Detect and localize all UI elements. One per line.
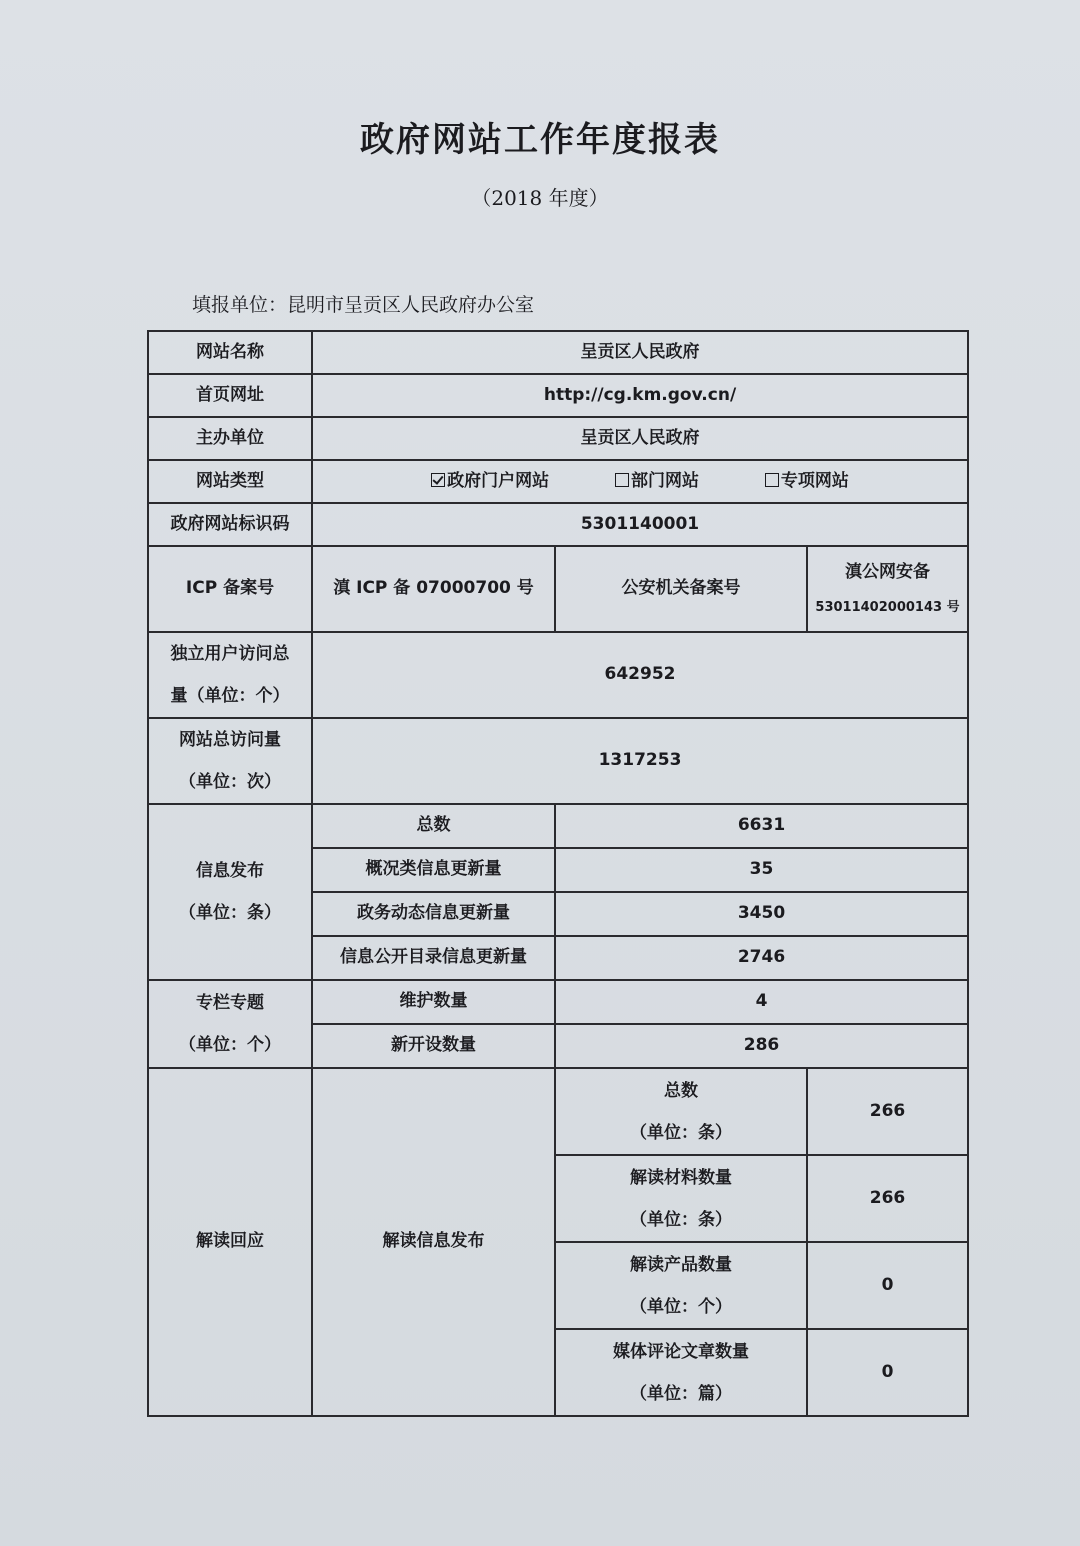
pv-label: 网站总访问量 （单位：次）	[148, 718, 312, 804]
page-subtitle: （2018 年度）	[471, 186, 609, 210]
row-page-views	[148, 718, 968, 804]
site-id-label: 政府网站标识码	[148, 503, 312, 546]
interpretation-label: 解读回应	[148, 1068, 312, 1416]
row-interp-total	[148, 1068, 968, 1155]
row-homepage	[148, 374, 968, 417]
interp-item-value: 266	[807, 1068, 968, 1155]
info-item-label: 政务动态信息更新量	[312, 892, 555, 936]
info-item-value: 35	[555, 848, 968, 892]
icp-label: ICP 备案号	[148, 546, 312, 632]
info-item-value: 2746	[555, 936, 968, 980]
icp-value: 滇 ICP 备 07000700 号	[312, 546, 555, 632]
interp-item-value: 0	[807, 1242, 968, 1329]
interpretation-sub-label: 解读信息发布	[312, 1068, 555, 1416]
page-title: 政府网站工作年度报表	[360, 120, 720, 160]
row-unique-visitors	[148, 632, 968, 718]
info-item-label: 概况类信息更新量	[312, 848, 555, 892]
uv-label: 独立用户访问总 量（单位：个）	[148, 632, 312, 718]
site-type-option-special[interactable]: 专项网站	[765, 471, 849, 492]
interp-item-label: 解读材料数量 （单位：条）	[555, 1155, 807, 1242]
columns-item-label: 维护数量	[312, 980, 555, 1024]
row-sponsor	[148, 417, 968, 460]
homepage-label: 首页网址	[148, 374, 312, 417]
info-item-value: 3450	[555, 892, 968, 936]
columns-item-value: 286	[555, 1024, 968, 1068]
interp-item-label: 解读产品数量 （单位：个）	[555, 1242, 807, 1329]
pv-value: 1317253	[312, 718, 968, 804]
info-item-label: 信息公开目录信息更新量	[312, 936, 555, 980]
row-site-name	[148, 331, 968, 374]
interp-item-value: 0	[807, 1329, 968, 1416]
site-name-label: 网站名称	[148, 331, 312, 374]
info-item-value: 6631	[555, 804, 968, 848]
interp-item-value: 266	[807, 1155, 968, 1242]
sponsor-value: 呈贡区人民政府	[312, 417, 968, 460]
info-item-label: 总数	[312, 804, 555, 848]
interp-item-label: 媒体评论文章数量 （单位：篇）	[555, 1329, 807, 1416]
report-table	[147, 330, 969, 1417]
checkbox-checked-icon	[431, 473, 445, 487]
interp-item-label: 总数 （单位：条）	[555, 1068, 807, 1155]
columns-item-label: 新开设数量	[312, 1024, 555, 1068]
uv-value: 642952	[312, 632, 968, 718]
row-icp	[148, 546, 968, 632]
site-type-option-portal[interactable]: 政府门户网站	[431, 471, 549, 492]
fill-unit: 填报单位：昆明市呈贡区人民政府办公室	[192, 294, 535, 316]
row-columns-maintain	[148, 980, 968, 1024]
info-publish-label: 信息发布 （单位：条）	[148, 804, 312, 980]
police-value: 滇公网安备 53011402000143 号	[807, 546, 968, 632]
sponsor-label: 主办单位	[148, 417, 312, 460]
site-name-value: 呈贡区人民政府	[312, 331, 968, 374]
row-site-id	[148, 503, 968, 546]
columns-item-value: 4	[555, 980, 968, 1024]
police-label: 公安机关备案号	[555, 546, 807, 632]
row-info-total	[148, 804, 968, 848]
site-type-options	[312, 460, 968, 503]
site-type-label: 网站类型	[148, 460, 312, 503]
site-id-value: 5301140001	[312, 503, 968, 546]
checkbox-empty-icon	[765, 473, 779, 487]
homepage-value: http://cg.km.gov.cn/	[312, 374, 968, 417]
checkbox-empty-icon	[615, 473, 629, 487]
columns-label: 专栏专题 （单位：个）	[148, 980, 312, 1068]
row-site-type	[148, 460, 968, 503]
site-type-option-department[interactable]: 部门网站	[615, 471, 699, 492]
